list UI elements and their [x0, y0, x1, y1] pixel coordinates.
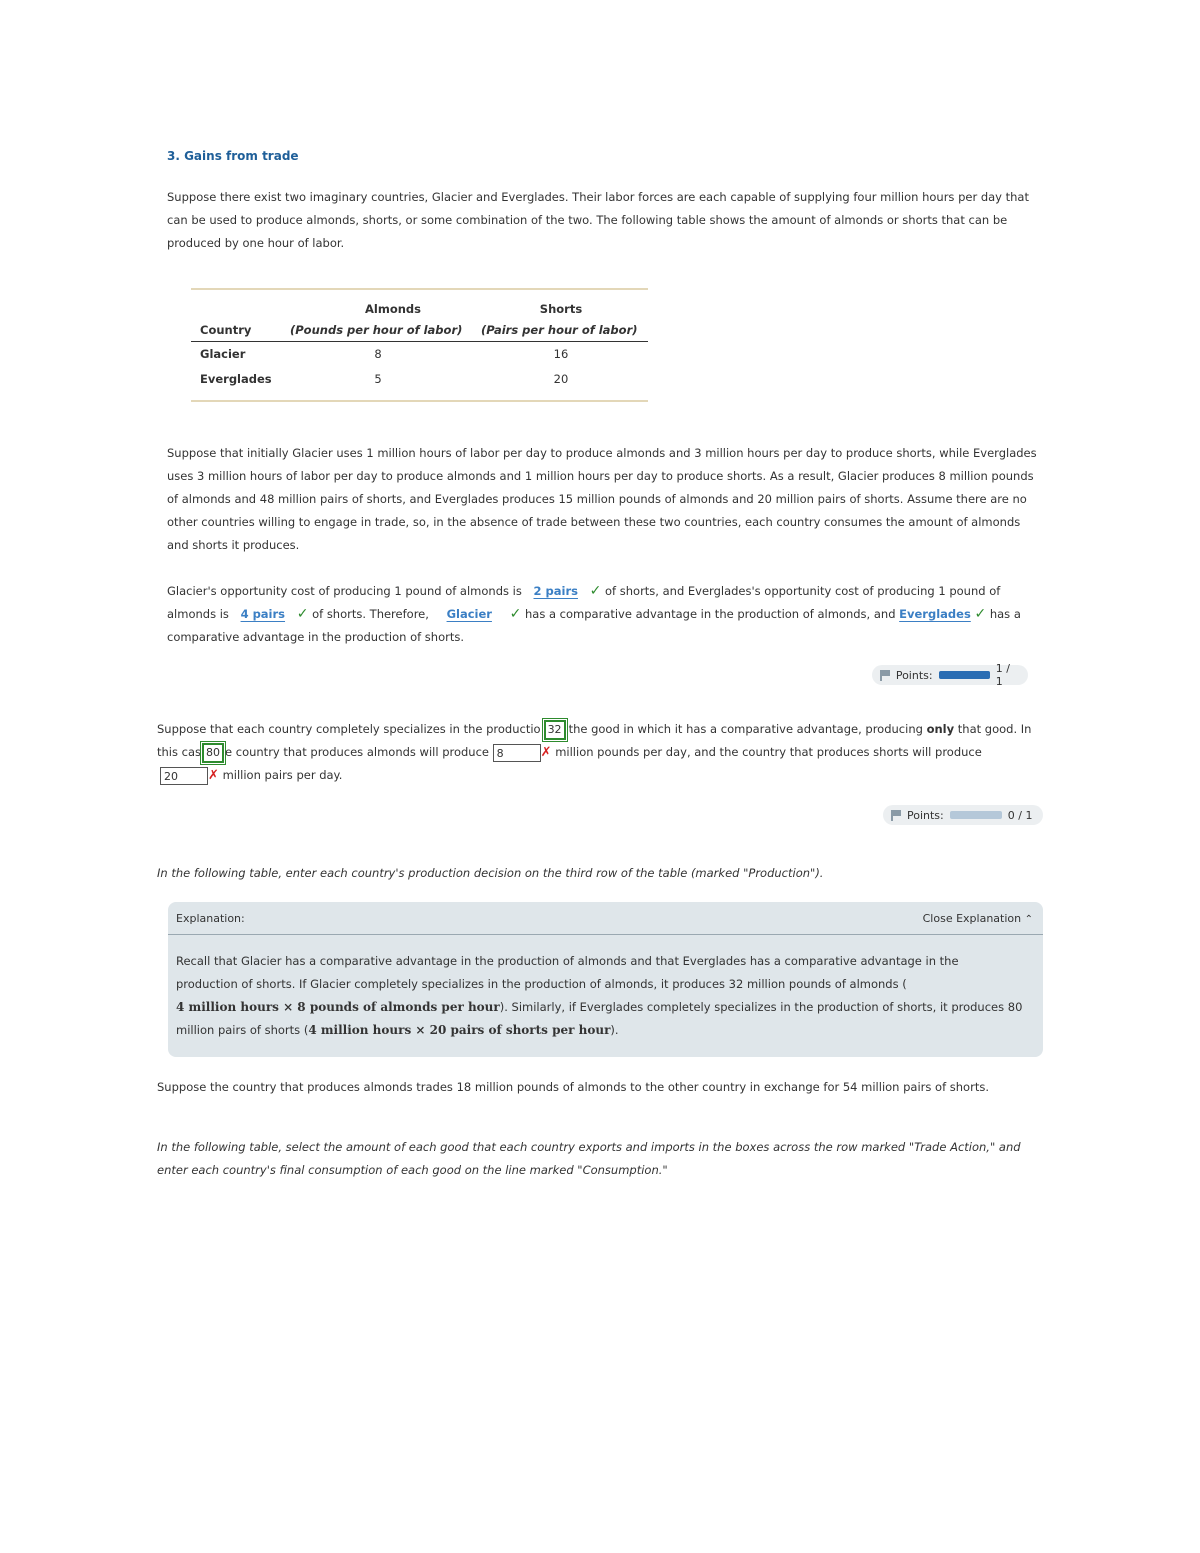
scenario-paragraph — [167, 442, 1047, 557]
flag-icon[interactable] — [880, 670, 890, 681]
header-shorts: Shorts — [539, 302, 583, 316]
scenario-line: of almonds and 48 million pairs of shorts, and Everglades produces 15 million pounds of almonds and 20 million pairs of shorts. Assume there are no — [167, 492, 1027, 506]
answer-dropdown-everglades-cost[interactable]: 4 pairs — [240, 607, 286, 621]
points-label: Points: — [907, 808, 944, 822]
row-shorts: 20 — [553, 372, 569, 386]
row-country: Glacier — [200, 347, 246, 361]
q1-line-3: comparative advantage in the production of shorts. — [167, 630, 465, 644]
answer-box-almonds-output[interactable]: 32 — [544, 720, 566, 740]
q1-line-1: Glacier's opportunity cost of producing 1 pound of almonds is 2 pairs ✓ of shorts, and Everglades's opportunity cost of producing 1 pound of — [167, 583, 1001, 599]
q2-line-1: Suppose that each country completely specializes in the productio 32 the good in which it has a comparative advantage, producing only that good. In — [157, 718, 1031, 741]
intro-line: produced by one hour of labor. — [167, 236, 345, 250]
table-row — [191, 347, 648, 365]
header-almonds: Almonds — [365, 302, 421, 316]
row-country: Everglades — [200, 372, 272, 386]
check-icon: ✓ — [589, 583, 602, 599]
table-row — [191, 372, 648, 390]
row-shorts: 16 — [553, 347, 569, 361]
row-almonds: 5 — [374, 372, 382, 386]
answer-dropdown-almonds-advantage[interactable]: Glacier — [446, 607, 492, 621]
close-explanation-button[interactable]: Close Explanation ⌃ — [922, 912, 1033, 925]
header-country: Country — [200, 323, 252, 337]
explanation-math: 4 million hours × 20 pairs of shorts per hour — [308, 1023, 611, 1037]
explanation-header — [168, 902, 1043, 935]
instruction-production: In the following table, enter each country's production decision on the third row of the table (marked "Production"). — [157, 866, 824, 880]
input-almonds-production[interactable]: 8 — [493, 744, 541, 762]
cross-icon: ✗ — [208, 768, 219, 783]
points-progress-fill — [939, 671, 990, 679]
explanation-line: 4 million hours × 8 pounds of almonds per hour). Similarly, if Everglades completely specializes in the production of shorts, it produces 80 — [176, 1000, 1023, 1014]
explanation-line: million pairs of shorts (4 million hours × 20 pairs of shorts per hour). — [176, 1023, 619, 1037]
points-progress-bar — [939, 671, 990, 679]
explanation-body — [176, 950, 1036, 1042]
header-shorts-unit: (Pairs per hour of labor) — [481, 323, 638, 337]
q2-line-2: this cas 80 e country that produces almonds will produce 8 ✗ million pounds per day, and the country that produces shorts will produce — [157, 741, 982, 764]
answer-dropdown-shorts-advantage[interactable]: Everglades — [899, 607, 971, 621]
question-specialization — [157, 718, 1057, 788]
instruction-trade — [157, 1136, 1057, 1182]
q1-line-2: almonds is 4 pairs ✓ of shorts. Therefore, Glacier ✓ has a comparative advantage in the production of almonds, and Everglades ✓ has a — [167, 606, 1021, 622]
check-icon: ✓ — [509, 606, 522, 622]
chevron-up-icon: ⌃ — [1024, 914, 1033, 925]
row-almonds: 8 — [374, 347, 382, 361]
intro-line: can be used to produce almonds, shorts, or some combination of the two. The following table shows the amount of almonds or shorts that can be — [167, 213, 1008, 227]
scenario-line: and shorts it produces. — [167, 538, 300, 552]
intro-line: Suppose there exist two imaginary countries, Glacier and Everglades. Their labor forces are each capable of supplying four million hours per day that — [167, 190, 1029, 204]
points-progress-bar — [950, 811, 1002, 819]
check-icon: ✓ — [296, 606, 309, 622]
header-almonds-unit: (Pounds per hour of labor) — [290, 323, 463, 337]
answer-dropdown-glacier-cost[interactable]: 2 pairs — [533, 584, 578, 598]
instruction-line: enter each country's final consumption of each good on the line marked "Consumption." — [157, 1163, 668, 1177]
explanation-line: Recall that Glacier has a comparative advantage in the production of almonds and that Everglades has a comparative advantage in the — [176, 954, 959, 968]
input-shorts-production[interactable]: 20 — [160, 767, 208, 785]
explanation-panel — [168, 902, 1043, 1057]
question-opportunity-cost — [167, 580, 1057, 649]
points-value: 0 / 1 — [1007, 808, 1033, 822]
cross-icon: ✗ — [540, 745, 552, 760]
flag-icon[interactable] — [891, 810, 901, 821]
points-badge-q2 — [883, 805, 1043, 825]
check-icon: ✓ — [974, 606, 987, 622]
productivity-table — [191, 288, 648, 402]
explanation-math: 4 million hours × 8 pounds of almonds per hour — [176, 1000, 500, 1014]
answer-box-shorts-output[interactable]: 80 — [202, 743, 224, 763]
explanation-line: production of shorts. If Glacier completely specializes in the production of almonds, it produces 32 million pounds of almonds ( — [176, 977, 907, 991]
section-title: 3. Gains from trade — [167, 149, 299, 163]
points-badge-q1 — [872, 662, 1028, 688]
q2-line-3: 20 ✗ million pairs per day. — [160, 764, 342, 787]
points-value: 1 / 1 — [995, 662, 1010, 688]
instruction-line: In the following table, select the amount of each good that each country exports and imports in the boxes across the row marked "Trade Action," and — [157, 1140, 1021, 1154]
scenario-line: Suppose that initially Glacier uses 1 million hours of labor per day to produce almonds and 3 million hours per day to produce shorts, while Everglades — [167, 446, 1037, 460]
table-header-bottom — [191, 322, 648, 342]
explanation-label: Explanation: — [176, 912, 245, 925]
intro-paragraph — [167, 186, 1047, 255]
scenario-line: other countries willing to engage in trade, so, in the absence of trade between these two countries, each country consumes the amount of almonds — [167, 515, 1021, 529]
trade-statement: Suppose the country that produces almonds trades 18 million pounds of almonds to the other country in exchange for 54 million pairs of shorts. — [157, 1080, 989, 1094]
scenario-line: uses 3 million hours of labor per day to produce almonds and 1 million hours per day to produce shorts. As a result, Glacier produces 8 million pounds — [167, 469, 1034, 483]
points-label: Points: — [895, 668, 933, 682]
